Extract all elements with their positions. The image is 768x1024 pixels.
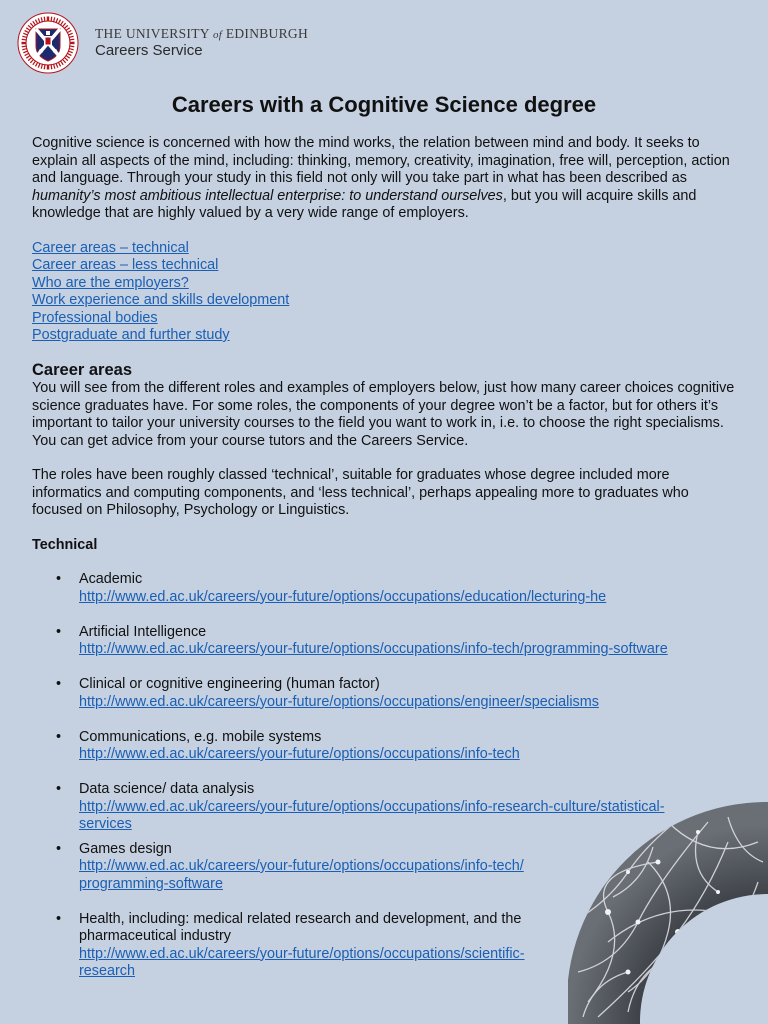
list-item	[32, 624, 742, 659]
role-title: Communications, e.g. mobile systems	[79, 728, 322, 745]
university-name: THE UNIVERSITY of EDINBURGH	[95, 26, 309, 41]
role-link[interactable]: http://www.ed.ac.uk/careers/your-future/options/occupations/info-tech	[79, 746, 520, 762]
bullet: •	[56, 781, 62, 797]
bullet: •	[56, 571, 62, 587]
role-title: Clinical or cognitive engineering (human factor)	[79, 676, 380, 692]
role-title: Academic	[79, 571, 143, 587]
toc-link-technical[interactable]: Career areas – technical	[32, 239, 189, 256]
list-item	[32, 571, 742, 606]
list-item	[32, 729, 742, 764]
career-areas-heading: Career areas	[32, 360, 132, 379]
role-link[interactable]: http://www.ed.ac.uk/careers/your-future/options/occupations/engineer/specialisms	[79, 693, 599, 710]
career-areas-paragraph-1: You will see from the different roles and examples of employers below, just how many career choices cognitive science graduates have. For some roles, the components of your degree won’t be a factor, but for others it’s important to tailor your university courses to the field you want to work in, i.e. to choose the right specialisms. You can get advice from your course tutors and the Careers Service.	[32, 380, 735, 449]
bullet: •	[56, 676, 62, 692]
role-link[interactable]: http://www.ed.ac.uk/careers/your-future/options/occupations/scientific- research	[79, 945, 525, 979]
careers-service-label: Careers Service	[95, 42, 203, 59]
neural-network-image	[568, 802, 768, 1024]
toc-link-work-experience[interactable]: Work experience and skills development	[32, 292, 290, 308]
toc-link-postgraduate[interactable]: Postgraduate and further study	[32, 327, 230, 343]
role-title: Health, including: medical related research and development, and the pharmaceutical industry	[79, 910, 522, 944]
role-link[interactable]: http://www.ed.ac.uk/careers/your-future/options/occupations/info-research-culture/statistical- services	[79, 798, 665, 832]
table-of-contents	[32, 240, 742, 345]
role-link[interactable]: http://www.ed.ac.uk/careers/your-future/options/occupations/info-tech/programming-software	[79, 641, 668, 657]
bullet: •	[56, 728, 62, 745]
toc-link-employers[interactable]: Who are the employers?	[32, 274, 189, 291]
list-item	[32, 676, 742, 711]
role-link[interactable]: http://www.ed.ac.uk/careers/your-future/options/occupations/education/lecturing-he	[79, 588, 607, 605]
role-title: Data science/ data analysis	[79, 781, 255, 797]
bullet: •	[56, 623, 62, 640]
page-title: Careers with a Cognitive Science degree	[171, 92, 597, 117]
technical-heading: Technical	[32, 536, 98, 553]
role-title: Artificial Intelligence	[79, 623, 207, 640]
toc-link-less-technical[interactable]: Career areas – less technical	[32, 257, 219, 273]
bullet: •	[56, 840, 62, 857]
intro-quote: humanity’s most ambitious intellectual enterprise: to understand ourselves	[32, 187, 503, 204]
role-title: Games design	[79, 840, 172, 857]
intro-paragraph: Cognitive science is concerned with how the mind works, the relation between mind and body. It seeks to explain all aspects of the mind, including: thinking, memory, creativity, imagination, free will, perception, action and language. Through your study in this field not only will you take part in what has been described as humanity’s most ambitious intellectual enterprise: to understand ourselves, but you will acquire skills and knowledge that are highly valued by a very wide range of employers.	[32, 135, 730, 221]
role-link[interactable]: http://www.ed.ac.uk/careers/your-future/options/occupations/info-tech/ programming-software	[79, 858, 524, 892]
bullet: •	[56, 910, 62, 927]
university-crest-icon	[17, 12, 79, 74]
toc-link-professional-bodies[interactable]: Professional bodies	[32, 309, 158, 326]
career-areas-paragraph-2: The roles have been roughly classed ‘technical’, suitable for graduates whose degree included more informatics and computing components, and ‘less technical’, perhaps appealing more to graduates who focused on Philosophy, Psychology or Linguistics.	[32, 467, 689, 518]
